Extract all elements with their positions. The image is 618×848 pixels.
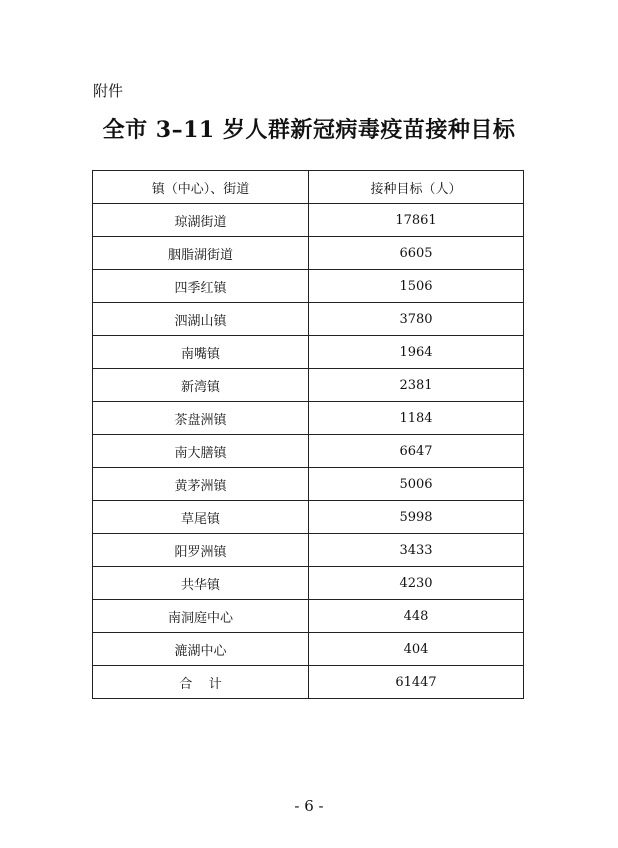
target-cell: 17861 — [309, 204, 524, 237]
district-cell: 泗湖山镇 — [93, 303, 309, 336]
target-cell: 6647 — [309, 435, 524, 468]
target-cell: 1964 — [309, 336, 524, 369]
table-row — [93, 369, 524, 402]
column-header-district: 镇（中心）、街道 — [93, 171, 309, 204]
district-cell: 茶盘洲镇 — [93, 402, 309, 435]
column-header-target: 接种目标（人） — [309, 171, 524, 204]
district-cell: 四季红镇 — [93, 270, 309, 303]
target-cell: 2381 — [309, 369, 524, 402]
table-row — [93, 402, 524, 435]
target-cell: 448 — [309, 600, 524, 633]
table-row — [93, 468, 524, 501]
total-label: 合 计 — [93, 666, 309, 699]
page-number: - 6 - — [294, 797, 324, 815]
table-row — [93, 534, 524, 567]
table-row — [93, 435, 524, 468]
page-title: 全市 3–11 岁人群新冠病毒疫苗接种目标 — [102, 117, 516, 143]
table-row — [93, 237, 524, 270]
table-header-row — [93, 171, 524, 204]
table-row — [93, 303, 524, 336]
district-cell: 草尾镇 — [93, 501, 309, 534]
district-cell: 共华镇 — [93, 567, 309, 600]
table-row — [93, 633, 524, 666]
target-cell: 6605 — [309, 237, 524, 270]
table-row — [93, 567, 524, 600]
district-cell: 南嘴镇 — [93, 336, 309, 369]
target-cell: 5998 — [309, 501, 524, 534]
table-row — [93, 501, 524, 534]
total-row — [93, 666, 524, 699]
district-cell: 胭脂湖街道 — [93, 237, 309, 270]
vaccination-target-table — [92, 170, 524, 699]
target-cell: 4230 — [309, 567, 524, 600]
target-cell: 1506 — [309, 270, 524, 303]
district-cell: 漉湖中心 — [93, 633, 309, 666]
target-cell: 404 — [309, 633, 524, 666]
target-cell: 3433 — [309, 534, 524, 567]
target-cell: 3780 — [309, 303, 524, 336]
district-cell: 南大膳镇 — [93, 435, 309, 468]
district-cell: 琼湖街道 — [93, 204, 309, 237]
district-cell: 黄茅洲镇 — [93, 468, 309, 501]
total-value: 61447 — [309, 666, 524, 699]
target-cell: 5006 — [309, 468, 524, 501]
district-cell: 新湾镇 — [93, 369, 309, 402]
target-cell: 1184 — [309, 402, 524, 435]
table-row — [93, 600, 524, 633]
table-row — [93, 204, 524, 237]
district-cell: 阳罗洲镇 — [93, 534, 309, 567]
attachment-label: 附件 — [93, 82, 124, 100]
table-row — [93, 270, 524, 303]
district-cell: 南洞庭中心 — [93, 600, 309, 633]
table-row — [93, 336, 524, 369]
